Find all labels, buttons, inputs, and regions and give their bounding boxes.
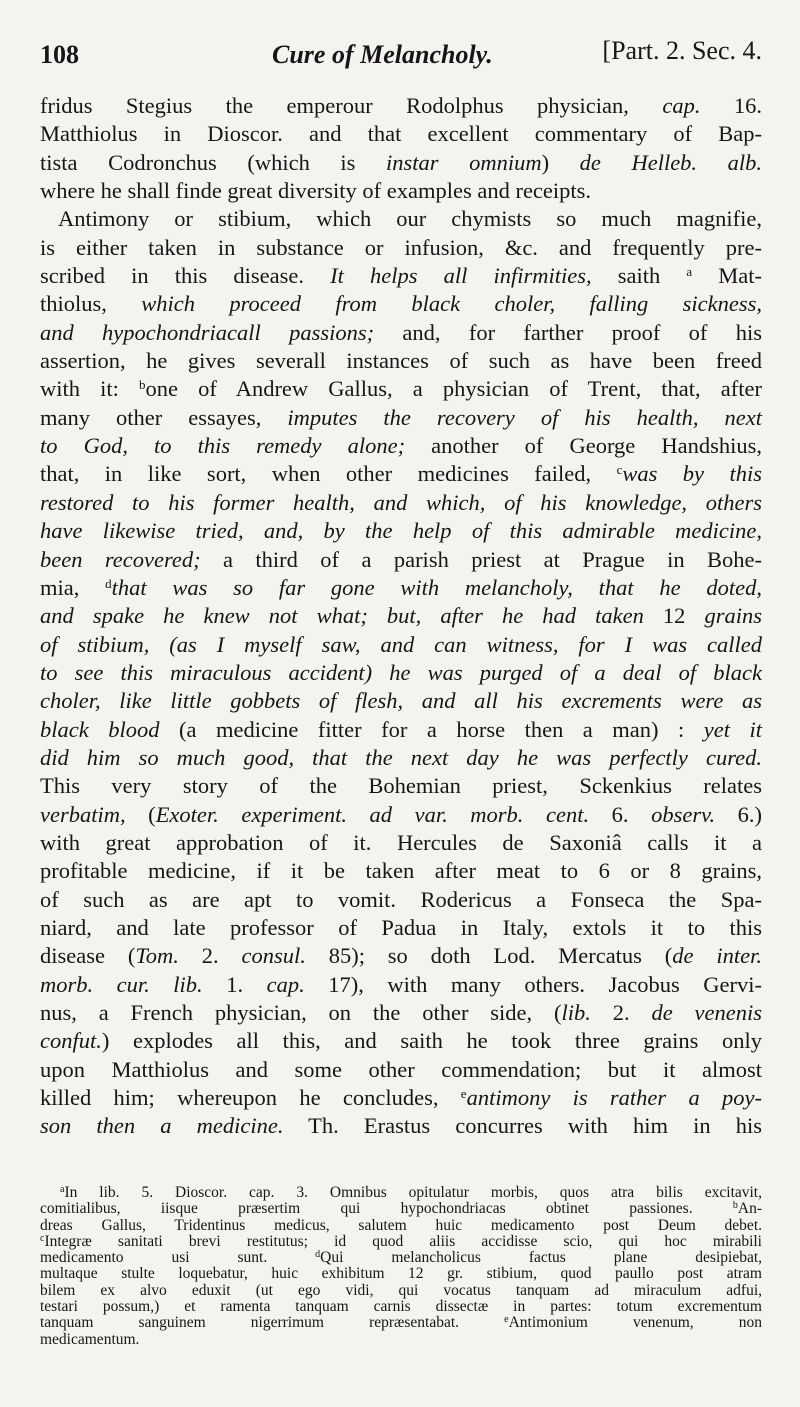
text-line: of stibium, (as I myself saw, and can witness, for I was called [40,631,762,657]
footnote-line: comitialibus, iisque præsertim qui hypochondriacas obtinet passiones. $^b$An- [40,1200,763,1218]
text-line: and hypochondriacall passions; and, for farther proof of his [40,319,762,345]
text-line: of such as are apt to vomit. Rodericus a Fonseca the Spa- [40,886,762,912]
text-line: have likewise tried, and, by the help of this admirable medicine, [40,518,762,544]
footnote-line: $^c$Integræ sanitati brevi restitutus; id quod aliis accidisse scio, qui hoc mirabili [40,1232,762,1250]
footnote-marker-d: d [105,575,112,591]
text-line: killed him; whereupon he concludes, $^e$antimony is rather a poy- [40,1085,762,1111]
footnotes [40,1185,762,1348]
text-line: scribed in this disease. It helps all infirmities, saith $^a$ Mat- [40,263,762,289]
text-line: upon Matthiolus and some other commendation; but it almost [40,1056,762,1082]
running-title: Cure of Melancholy. [272,40,493,69]
text-line: niard, and late professor of Padua in Italy, extols it to this [40,914,762,940]
footnote-line: $^a$In lib. 5. Dioscor. cap. 3. Omnibus opitulatur morbis, quos atra bilis excitavit, [60,1184,762,1201]
footnote-line: medicamento usi sunt. $^d$Qui melancholicus factus plane desipiebat, [40,1249,763,1267]
section-reference: [Part. 2. Sec. 4. [602,36,762,65]
text-line: disease (Tom. 2. consul. 85); so doth Lod. Mercatus (de inter. [40,943,762,969]
text-line: with great approbation of it. Hercules de Saxoniâ calls it a [40,829,762,855]
text-line: thiolus, which proceed from black choler, falling sickness, [40,291,762,317]
text-line: confut.) explodes all this, and saith he took three grains only [40,1028,762,1054]
text-line: verbatim, (Exoter. experiment. ad var. morb. cent. 6. observ. 6.) [40,801,763,827]
main-text [40,92,762,1141]
text-line: mia, $^d$that was so far gone with melancholy, that he doted, [40,574,762,600]
text-line: morb. cur. lib. 1. cap. 17), with many others. Jacobus Gervi- [40,971,762,997]
text-line: been recovered; a third of a parish priest at Prague in Bohe- [40,546,762,572]
footnote-line: testari possum,) et ramenta tanquam carnis dissectæ in partes: totum excrementum [40,1298,762,1316]
text-line: and spake he knew not what; but, after he had taken 12 grains [40,603,762,629]
text-line: nus, a French physician, on the other side, (lib. 2. de venenis [40,1000,762,1025]
text-line: many other essayes, imputes the recovery of his health, next [40,404,762,430]
text-line: son then a medicine. Th. Erastus concurres with him in his [40,1113,762,1139]
footnote-line: dreas Gallus, Tridentinus medicus, salutem huic medicamento post Deum debet. [40,1216,762,1234]
footnote-marker-b: b [138,377,146,393]
footnote-line: bilem ex alvo eduxit (ut ego vidi, qui vocatus tanquam ad miraculum adfui, [40,1281,762,1299]
text-line: choler, like little gobbets of flesh, and all his excrements were as [40,688,762,714]
text-line: is either taken in substance or infusion, &c. and frequently pre- [40,234,762,260]
footnote-marker-c: c [616,462,623,478]
text-line: This very story of the Bohemian priest, Sckenkius relates [40,773,762,799]
text-line: restored to his former health, and which, of his knowledge, others [40,489,762,515]
footnote-marker-e: e [460,1086,467,1102]
footnote-line: tanquam sanguinem nigerrimum repræsentabat. $^e$Antimonium venenum, non [40,1314,762,1332]
running-header [40,36,762,76]
text-line: assertion, he gives severall instances of such as have been freed [40,348,762,374]
footnote-line: multaque stulte loquebatur, huic exhibitum 12 gr. stibium, quod paullo post atram [40,1265,762,1283]
text-line: with it: $^b$one of Andrew Gallus, a physician of Trent, that, after [40,376,762,402]
paragraph-start: Antimony or stibium, which our chymists so much magnifie, [58,206,762,232]
footnote-line: medicamentum. [40,1330,140,1348]
text-line: tista Codronchus (which is instar omnium) de Helleb. alb. [40,149,763,175]
footnote-marker-a: a [686,264,693,280]
text-line: did him so much good, that the next day he was perfectly cured. [40,744,762,770]
text-line: to see this miraculous accident) he was purged of a deal of black [40,659,762,685]
text-line: where he shall finde great diversity of examples and receipts. [40,178,592,204]
text-line: Matthiolus in Dioscor. and that excellent commentary of Bap- [40,121,762,147]
text-line: black blood (a medicine fitter for a horse then a man) : yet it [40,716,762,742]
text-line: to God, to this remedy alone; another of George Handshius, [40,433,762,459]
text-line: fridus Stegius the emperour Rodolphus physician, cap. 16. [40,93,762,118]
page-number: 108 [40,40,79,69]
text-line: that, in like sort, when other medicines failed, $^c$was by this [40,461,762,487]
text-line: profitable medicine, if it be taken after meat to 6 or 8 grains, [40,858,762,884]
